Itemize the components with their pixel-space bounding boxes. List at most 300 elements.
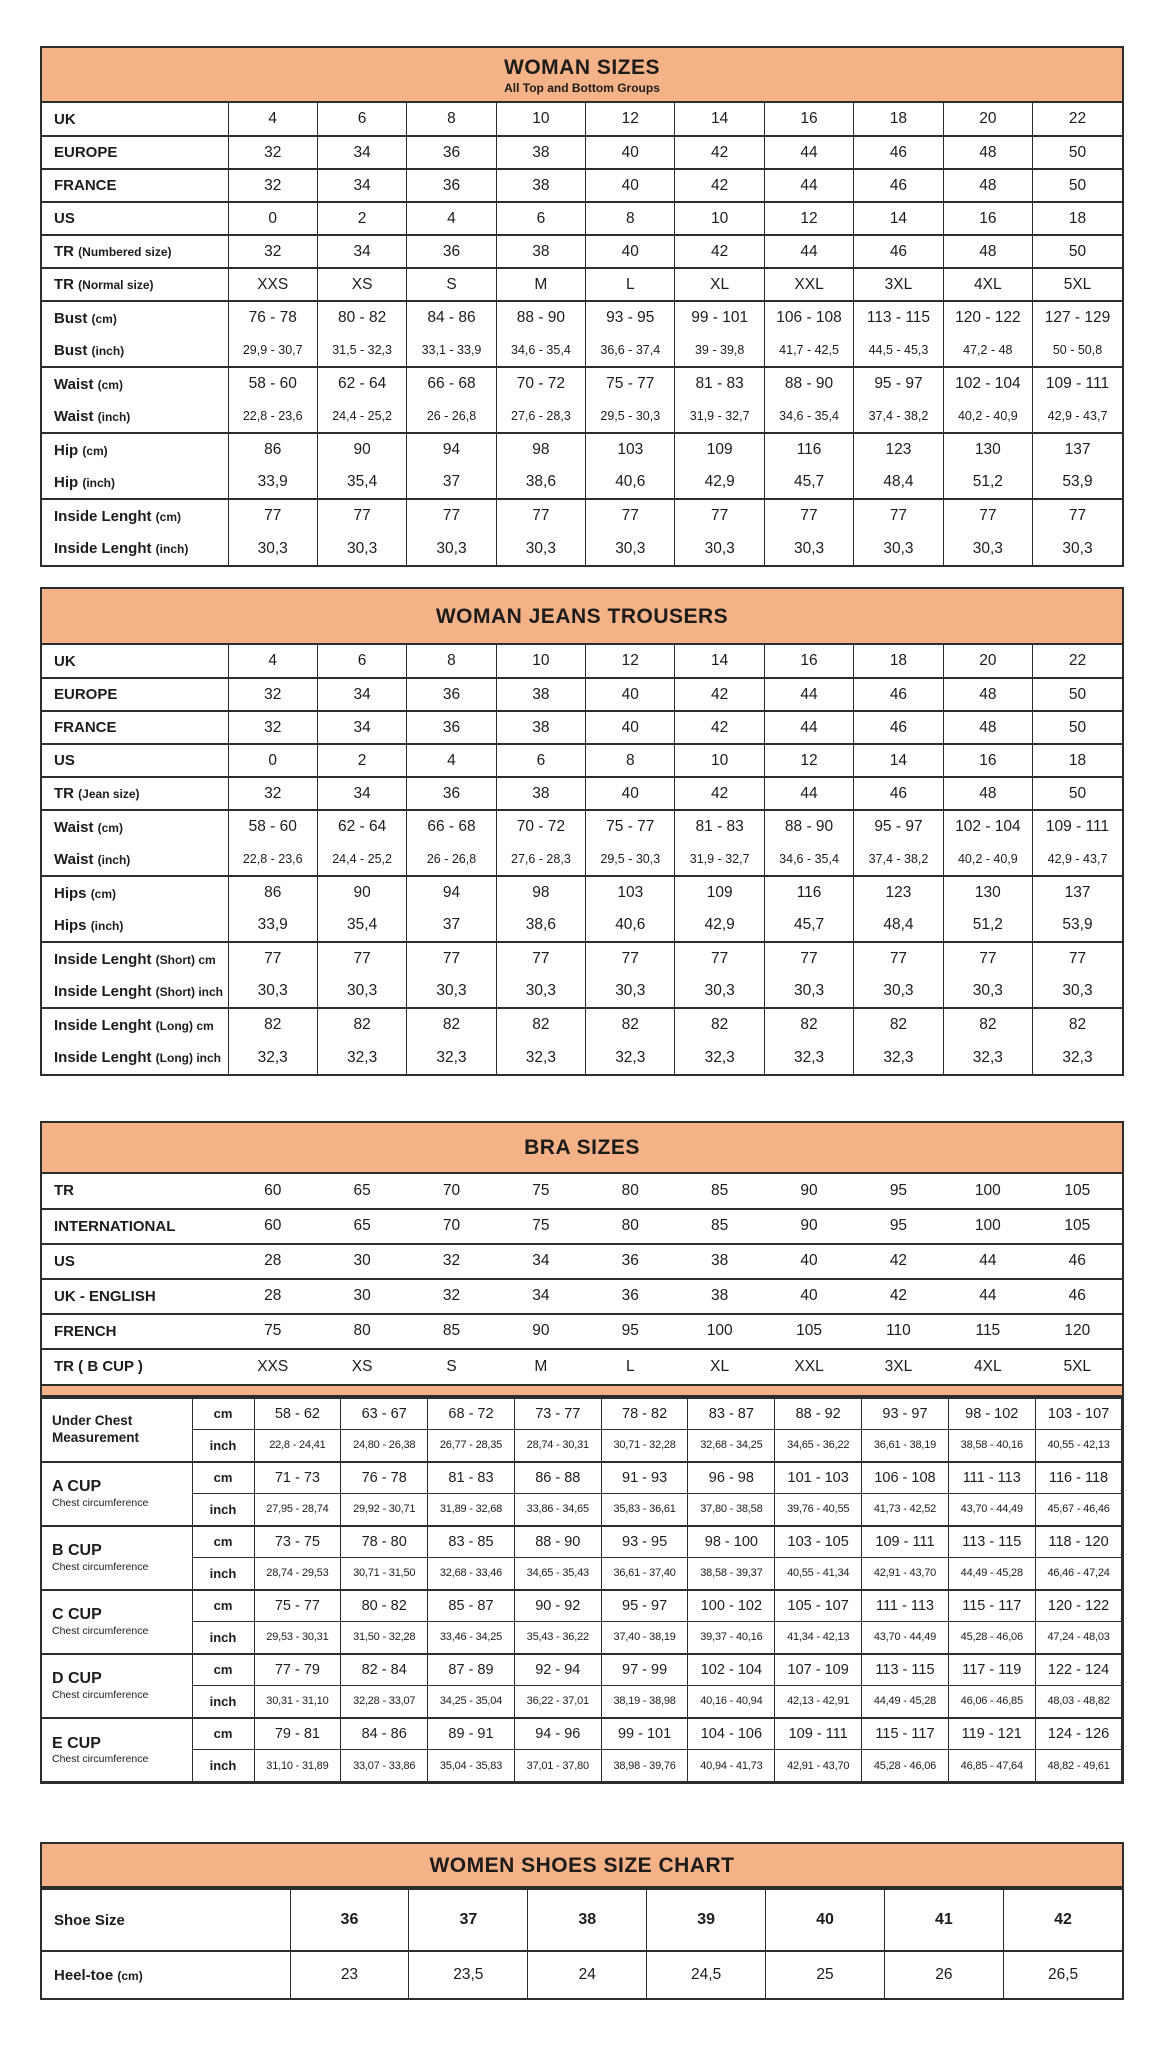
size-cell: 41,34 - 42,13 (775, 1622, 862, 1654)
size-cell: 40 (586, 777, 675, 810)
size-cell: 36 (407, 777, 496, 810)
row-group (42, 744, 1122, 777)
row-group (42, 103, 1122, 136)
size-cell: 36 (407, 136, 496, 169)
size-cell: 46 (854, 136, 943, 169)
size-cell: 115 - 117 (862, 1718, 949, 1750)
size-cell: 37,80 - 38,58 (688, 1494, 775, 1526)
size-cell: 73 - 75 (254, 1526, 341, 1558)
row-group (42, 136, 1122, 169)
size-cell: 51,2 (943, 909, 1032, 942)
size-cell: 40,6 (586, 909, 675, 942)
size-cell: 130 (943, 876, 1032, 909)
size-cell: 105 (1064, 1181, 1091, 1199)
size-cell: 44 (764, 235, 853, 268)
size-cell: 0 (228, 202, 317, 235)
size-cell: 8 (586, 744, 675, 777)
row-label: US (54, 1252, 75, 1270)
size-cell: 29,9 - 30,7 (228, 334, 317, 367)
size-cell: 42 (675, 136, 764, 169)
row-label: EUROPE (54, 144, 118, 162)
size-cell: 30,3 (496, 975, 585, 1008)
size-cell: 39,76 - 40,55 (775, 1494, 862, 1526)
size-cell: 23,5 (409, 1951, 528, 1998)
size-cell: 42,91 - 43,70 (862, 1558, 949, 1590)
size-cell: 35,4 (317, 909, 406, 942)
size-cell: 27,6 - 28,3 (496, 400, 585, 433)
size-cell: 44,49 - 45,28 (948, 1558, 1035, 1590)
size-cell: 118 - 120 (1035, 1526, 1122, 1558)
size-cell: 82 (407, 1008, 496, 1041)
table-row (42, 136, 1122, 169)
size-cell: 90 (317, 433, 406, 466)
size-cell: 79 - 81 (254, 1718, 341, 1750)
size-cell: 37 (407, 909, 496, 942)
size-cell: 31,89 - 32,68 (428, 1494, 515, 1526)
size-cell: 6 (496, 202, 585, 235)
size-cell: 36 (407, 678, 496, 711)
cup-group (42, 1398, 1122, 1462)
bra-header (42, 1123, 1122, 1173)
size-cell: 34,25 - 35,04 (428, 1686, 515, 1718)
size-cell: 32 (228, 777, 317, 810)
size-cell: 94 - 96 (514, 1718, 601, 1750)
size-cell: 90 (800, 1181, 818, 1199)
size-cell: XXS (257, 1357, 289, 1375)
size-cell: 95 - 97 (854, 367, 943, 400)
size-cell: 95 (621, 1322, 639, 1340)
table-row (42, 1494, 1122, 1526)
row-label: US (54, 752, 75, 770)
row-group (42, 499, 1122, 565)
size-cell: 86 - 88 (514, 1462, 601, 1494)
table-row (42, 777, 1122, 810)
cup-sub: Chest circumference (52, 1688, 149, 1701)
size-cell: 98 (496, 876, 585, 909)
size-cell: 119 - 121 (948, 1718, 1035, 1750)
size-cell: L (625, 1357, 635, 1375)
size-cell: 28 (264, 1252, 282, 1270)
size-cell: 113 - 115 (862, 1654, 949, 1686)
size-cell: 22 (1033, 645, 1122, 678)
row-label: Waist (cm) (54, 818, 123, 836)
size-cell: 77 (854, 499, 943, 532)
size-cell: 88 - 90 (496, 301, 585, 334)
size-cell: 4 (228, 645, 317, 678)
size-cell: 81 - 83 (675, 810, 764, 843)
size-cell: 58 - 60 (228, 367, 317, 400)
size-cell: 76 - 78 (228, 301, 317, 334)
table-row (42, 1951, 1122, 1998)
row-label: Inside Lenght (inch) (54, 540, 189, 558)
size-cell: 45,28 - 46,06 (948, 1622, 1035, 1654)
size-cell: 34,6 - 35,4 (764, 400, 853, 433)
table-row (42, 810, 1122, 843)
size-cell: 103 (586, 876, 675, 909)
size-cell: 77 (943, 942, 1032, 975)
size-cell: 29,92 - 30,71 (341, 1494, 428, 1526)
size-cell: 26 - 26,8 (407, 843, 496, 876)
size-cell: 86 (228, 433, 317, 466)
size-cell: 98 - 100 (688, 1526, 775, 1558)
size-cell: 82 (675, 1008, 764, 1041)
table-row (42, 433, 1122, 466)
size-cell: 75 (532, 1217, 550, 1235)
size-cell: 40 (586, 136, 675, 169)
size-cell: 34 (317, 711, 406, 744)
size-cell: 12 (586, 645, 675, 678)
size-cell: 46 (854, 169, 943, 202)
size-cell: 50 (1033, 678, 1122, 711)
size-cell: 38 (496, 136, 585, 169)
size-cell: 42,9 - 43,7 (1033, 843, 1122, 876)
size-cell: 14 (675, 645, 764, 678)
size-cell: 95 - 97 (601, 1590, 688, 1622)
size-cell: 82 (317, 1008, 406, 1041)
size-cell: 116 (764, 433, 853, 466)
size-cell: 82 (586, 1008, 675, 1041)
size-cell: 48 (943, 777, 1032, 810)
size-cell: 33,9 (228, 466, 317, 499)
size-cell: 39 (647, 1889, 766, 1951)
row-label: Hips (inch) (54, 916, 124, 934)
size-cell: 82 (764, 1008, 853, 1041)
size-cell: 120 - 122 (1035, 1590, 1122, 1622)
size-cell: 58 - 62 (254, 1398, 341, 1430)
size-cell: 41,73 - 42,52 (862, 1494, 949, 1526)
size-cell: 27,95 - 28,74 (254, 1494, 341, 1526)
size-cell: 95 (889, 1181, 908, 1199)
size-cell: 62 - 64 (317, 367, 406, 400)
size-cell: 30 (353, 1252, 371, 1270)
row-label: Inside Lenght (Short) inch (54, 982, 223, 1000)
unit-cell: cm (192, 1398, 254, 1430)
size-cell: 80 - 82 (341, 1590, 428, 1622)
size-cell: 38,98 - 39,76 (601, 1750, 688, 1782)
size-cell: 71 - 73 (254, 1462, 341, 1494)
size-cell: 3XL (854, 268, 943, 301)
size-cell: XL (675, 268, 764, 301)
size-cell: 100 (706, 1322, 733, 1340)
size-cell: 66 - 68 (407, 810, 496, 843)
size-cell: 42 (675, 678, 764, 711)
table-title: WOMEN SHOES SIZE CHART (429, 1854, 735, 1878)
table-row (42, 909, 1122, 942)
size-cell: 82 - 84 (341, 1654, 428, 1686)
size-cell: 18 (854, 103, 943, 136)
unit-cell: cm (192, 1526, 254, 1558)
size-cell: 113 - 115 (948, 1526, 1035, 1558)
size-cell: 26 - 26,8 (407, 400, 496, 433)
cup-name: D CUP (52, 1670, 102, 1688)
row-label: EUROPE (54, 686, 118, 704)
size-cell: 8 (407, 645, 496, 678)
table-row (42, 678, 1122, 711)
unit-cell: cm (192, 1462, 254, 1494)
size-cell: 48 (943, 169, 1032, 202)
size-cell: 30,3 (496, 532, 585, 565)
size-cell: 36 (621, 1252, 639, 1270)
row-label: TR (54, 1182, 74, 1200)
table-row (42, 532, 1122, 565)
size-cell: 116 (764, 876, 853, 909)
cup-label (42, 1462, 192, 1526)
size-cell: 24,4 - 25,2 (317, 400, 406, 433)
size-cell: 35,83 - 36,61 (601, 1494, 688, 1526)
size-cell: 86 (228, 876, 317, 909)
size-cell: 30,3 (1033, 532, 1122, 565)
size-cell: 32,3 (943, 1041, 1032, 1074)
size-cell: 60 (264, 1181, 282, 1199)
size-cell: 42 (675, 777, 764, 810)
size-cell: 84 - 86 (407, 301, 496, 334)
size-cell: 50 (1033, 169, 1122, 202)
size-cell: 25 (766, 1951, 885, 1998)
size-cell: 98 (496, 433, 585, 466)
size-cell: 50 (1033, 235, 1122, 268)
row-group (42, 810, 1122, 876)
size-cell: 22,8 - 23,6 (228, 400, 317, 433)
size-cell: 29,5 - 30,3 (586, 843, 675, 876)
table-row (42, 1654, 1122, 1686)
cup-group (42, 1462, 1122, 1526)
size-cell: 40,6 (586, 466, 675, 499)
size-cell: 45,28 - 46,06 (862, 1750, 949, 1782)
row-group (42, 1008, 1122, 1074)
table-row (42, 268, 1122, 301)
row-group (42, 711, 1122, 744)
size-cell: 77 (1033, 942, 1122, 975)
size-cell: 88 - 90 (764, 367, 853, 400)
size-cell: 46 (854, 678, 943, 711)
size-cell: 30 (353, 1287, 371, 1305)
size-cell: 65 (353, 1217, 371, 1235)
jeans-header (42, 589, 1122, 645)
size-cell: 36 (407, 169, 496, 202)
size-cell: 31,9 - 32,7 (675, 843, 764, 876)
size-cell: 75 - 77 (586, 810, 675, 843)
size-cell: 78 - 80 (341, 1526, 428, 1558)
size-cell: 93 - 95 (601, 1526, 688, 1558)
size-cell: 40 (586, 678, 675, 711)
size-cell: 12 (586, 103, 675, 136)
size-cell: 48,03 - 48,82 (1035, 1686, 1122, 1718)
row-label: Hip (cm) (54, 441, 108, 459)
size-cell: 20 (943, 103, 1032, 136)
row-group (42, 942, 1122, 1008)
size-cell: 93 - 97 (862, 1398, 949, 1430)
size-cell: 31,5 - 32,3 (317, 334, 406, 367)
cup-group (42, 1526, 1122, 1590)
size-cell: 117 - 119 (948, 1654, 1035, 1686)
size-cell: 75 (264, 1322, 282, 1340)
size-cell: 68 - 72 (428, 1398, 515, 1430)
size-cell: 104 - 106 (688, 1718, 775, 1750)
size-cell: 32 (228, 711, 317, 744)
cup-label (42, 1526, 192, 1590)
row-label: Waist (inch) (54, 407, 131, 425)
size-cell: 100 (974, 1217, 1001, 1235)
size-cell: 115 - 117 (948, 1590, 1035, 1622)
table-row (42, 466, 1122, 499)
size-cell: 115 (975, 1322, 1001, 1340)
size-cell: XXS (228, 268, 317, 301)
size-cell: 26,77 - 28,35 (428, 1430, 515, 1462)
size-cell: 75 (532, 1181, 550, 1199)
size-cell: 77 (854, 942, 943, 975)
size-cell: 34 (317, 235, 406, 268)
size-cell: 32,3 (407, 1041, 496, 1074)
size-cell: 70 - 72 (496, 367, 585, 400)
size-cell: 116 - 118 (1035, 1462, 1122, 1494)
size-cell: 38 (711, 1287, 729, 1305)
size-cell: 40,94 - 41,73 (688, 1750, 775, 1782)
size-cell: 70 (442, 1217, 461, 1235)
size-cell: 39 - 39,8 (675, 334, 764, 367)
table-row (42, 1008, 1122, 1041)
table-row (42, 843, 1122, 876)
unit-cell: inch (192, 1750, 254, 1782)
woman-sizes-grid (42, 103, 1122, 565)
cup-name: Under Chest Measurement (52, 1412, 140, 1445)
row-label: TR ( B CUP ) (54, 1358, 143, 1376)
row-label: FRENCH (54, 1322, 117, 1340)
size-cell: 34,6 - 35,4 (764, 843, 853, 876)
size-cell: L (586, 268, 675, 301)
table-row (42, 301, 1122, 334)
size-cell: 65 (353, 1181, 371, 1199)
size-cell: 28,74 - 30,31 (514, 1430, 601, 1462)
size-cell: 12 (764, 202, 853, 235)
size-cell: 35,4 (317, 466, 406, 499)
size-cell: 42 (675, 169, 764, 202)
size-cell: 77 - 79 (254, 1654, 341, 1686)
size-cell: 16 (943, 202, 1032, 235)
size-cell: 14 (675, 103, 764, 136)
table-row (42, 942, 1122, 975)
size-cell: 44,49 - 45,28 (862, 1686, 949, 1718)
size-cell: 50 (1033, 711, 1122, 744)
size-cell: 97 - 99 (601, 1654, 688, 1686)
size-cell: 40,55 - 41,34 (775, 1558, 862, 1590)
size-cell: 48 (943, 678, 1032, 711)
size-cell: 36 (407, 711, 496, 744)
size-cell: 14 (854, 202, 943, 235)
size-cell: 42,13 - 42,91 (775, 1686, 862, 1718)
size-cell: 2 (317, 202, 406, 235)
size-cell: 77 (407, 499, 496, 532)
size-cell: 51,2 (943, 466, 1032, 499)
size-cell: 62 - 64 (317, 810, 406, 843)
table-row (42, 645, 1122, 678)
size-cell: 44,5 - 45,3 (854, 334, 943, 367)
size-cell: 8 (407, 103, 496, 136)
cup-sub: Chest circumference (52, 1624, 149, 1637)
size-cell: 42,91 - 43,70 (775, 1750, 862, 1782)
size-cell: 109 - 111 (862, 1526, 949, 1558)
cup-sub: Chest circumference (52, 1753, 149, 1766)
size-cell: 95 (889, 1217, 908, 1235)
size-cell: 30,3 (586, 532, 675, 565)
size-cell: 102 - 104 (943, 367, 1032, 400)
row-group (42, 777, 1122, 810)
size-cell: 137 (1033, 876, 1122, 909)
size-cell: 5XL (1033, 268, 1122, 301)
size-cell: 103 (586, 433, 675, 466)
size-cell: 24,4 - 25,2 (317, 843, 406, 876)
size-cell: 48 (943, 235, 1032, 268)
size-cell: 39,37 - 40,16 (688, 1622, 775, 1654)
size-cell: 44 (979, 1252, 997, 1270)
size-cell: 111 - 113 (948, 1462, 1035, 1494)
size-cell: 37,4 - 38,2 (854, 400, 943, 433)
jeans-grid (42, 645, 1122, 1074)
size-cell: 18 (854, 645, 943, 678)
size-cell: 38 (496, 169, 585, 202)
row-label: Inside Lenght (cm) (54, 507, 182, 525)
unit-cell: inch (192, 1430, 254, 1462)
size-cell: 30,3 (407, 975, 496, 1008)
row-label: Hip (inch) (54, 473, 116, 491)
row-label: Shoe Size (54, 1911, 125, 1929)
size-cell: 30,3 (675, 975, 764, 1008)
size-cell: 16 (943, 744, 1032, 777)
size-cell: 34 (317, 777, 406, 810)
size-cell: 42 (889, 1252, 908, 1270)
size-cell: 4XL (974, 1357, 1002, 1375)
size-cell: 50 - 50,8 (1033, 334, 1122, 367)
size-cell: 12 (764, 744, 853, 777)
size-cell: 34 (532, 1252, 550, 1270)
size-cell: 63 - 67 (341, 1398, 428, 1430)
size-cell: 30,3 (943, 975, 1032, 1008)
size-cell: 16 (764, 103, 853, 136)
size-cell: 88 - 90 (764, 810, 853, 843)
size-cell: 77 (496, 942, 585, 975)
size-cell: 94 (407, 876, 496, 909)
size-cell: 32,68 - 33,46 (428, 1558, 515, 1590)
size-cell: 123 (854, 433, 943, 466)
size-cell: 85 - 87 (428, 1590, 515, 1622)
table-row (42, 1209, 1122, 1244)
row-label: Bust (cm) (54, 309, 117, 327)
size-cell: 16 (764, 645, 853, 678)
size-cell: 22,8 - 23,6 (228, 843, 317, 876)
table-row (42, 1462, 1122, 1494)
size-cell: 26 (884, 1951, 1003, 1998)
size-cell: 53,9 (1033, 909, 1122, 942)
size-cell: 30,3 (317, 532, 406, 565)
size-cell: 32,3 (586, 1041, 675, 1074)
size-cell: 18 (1033, 744, 1122, 777)
size-cell: 33,86 - 34,65 (514, 1494, 601, 1526)
table-row (42, 1750, 1122, 1782)
size-cell: 30,31 - 31,10 (254, 1686, 341, 1718)
size-cell: 40,2 - 40,9 (943, 843, 1032, 876)
size-cell: 44 (764, 777, 853, 810)
size-cell: 46 (854, 711, 943, 744)
size-cell: 36 (621, 1287, 639, 1305)
size-cell: 42 (675, 711, 764, 744)
size-cell: 40 (586, 169, 675, 202)
size-cell: 44 (764, 711, 853, 744)
size-cell: 32,3 (317, 1041, 406, 1074)
size-cell: 34,65 - 35,43 (514, 1558, 601, 1590)
size-cell: XL (710, 1357, 730, 1375)
cup-group (42, 1590, 1122, 1654)
size-cell: 42 (675, 235, 764, 268)
size-cell: 105 (796, 1322, 822, 1340)
